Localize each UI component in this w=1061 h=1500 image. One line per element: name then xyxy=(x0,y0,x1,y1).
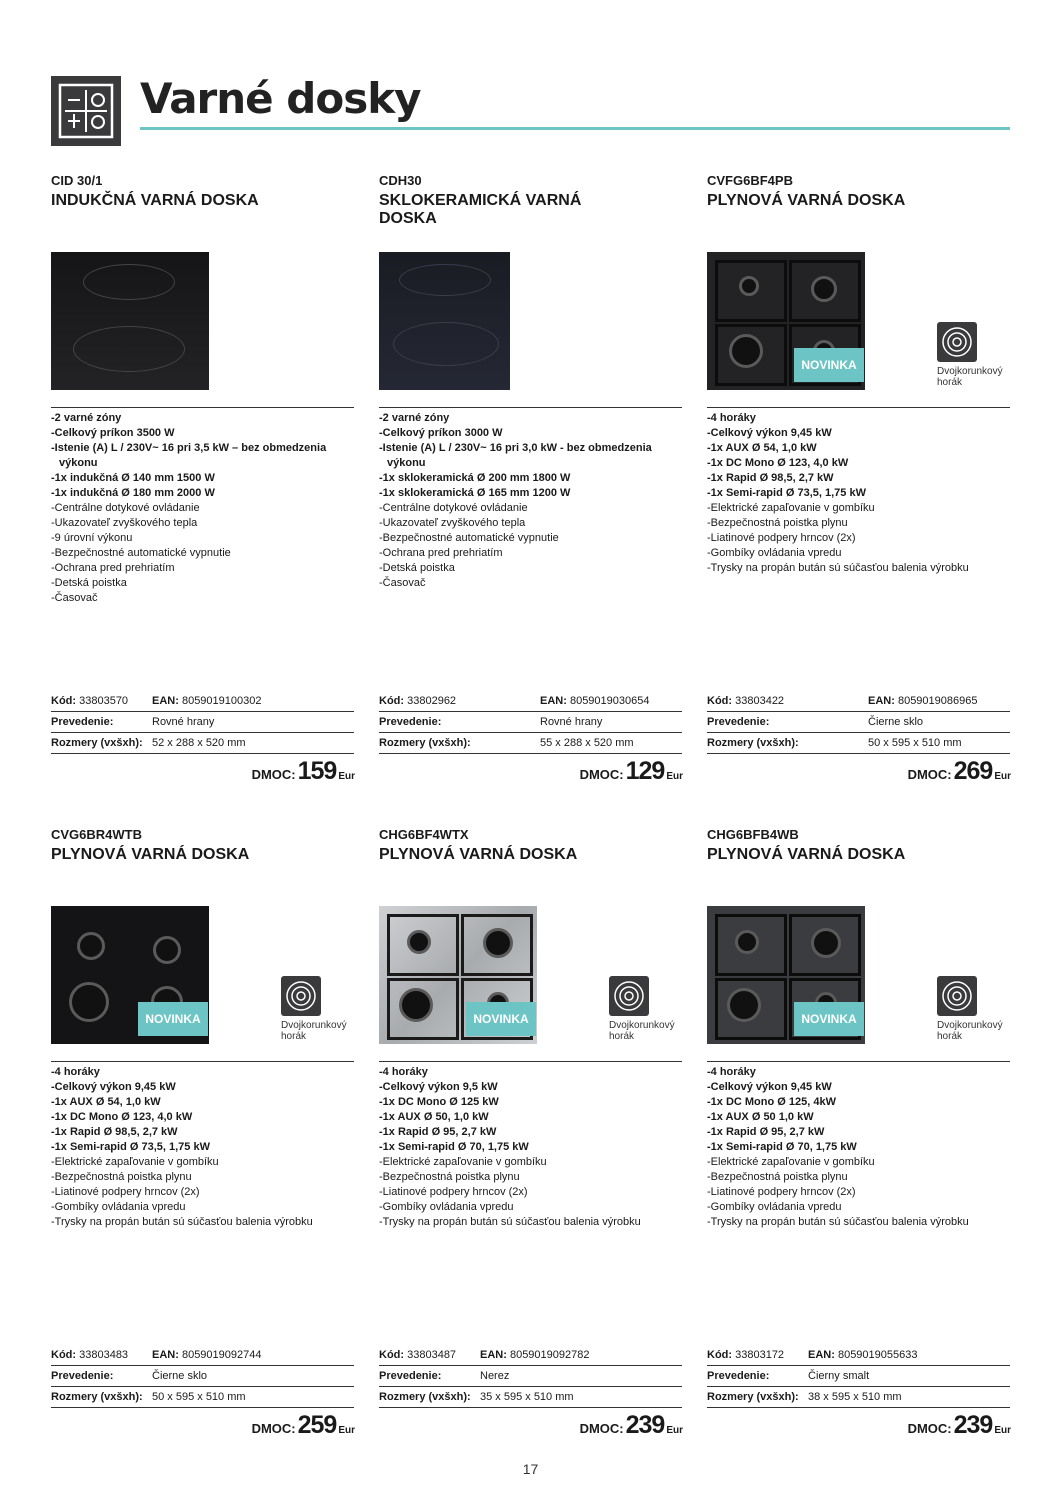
ean-value: 8059019092744 xyxy=(181,1349,262,1361)
product-model: CID 30/1 xyxy=(51,173,103,188)
feature-text: -1x DC Mono Ø 123, 4,0 kW xyxy=(51,1111,193,1123)
page-title: Varné dosky xyxy=(140,74,421,123)
dimensions-label: Rozmery (vxšxh): xyxy=(379,737,471,749)
dimensions-label: Rozmery (vxšxh): xyxy=(51,1391,143,1403)
feature-text: -1x DC Mono Ø 125, 4kW xyxy=(707,1096,836,1108)
feature-text: -Ochrana pred prehriatím xyxy=(51,562,175,574)
spec-row-code xyxy=(707,691,1010,712)
spec-table xyxy=(379,1345,682,1408)
feature-text: -Gombíky ovládania vpredu xyxy=(707,547,842,559)
feature-text: -Bezpečnostná poistka plynu xyxy=(51,1171,192,1183)
feature-item xyxy=(707,411,1010,426)
ean-value: 8059019086965 xyxy=(897,695,978,707)
price xyxy=(252,1411,355,1440)
dual-crown-burner-label: Dvojkorunkový horák xyxy=(937,366,1003,388)
feature-item xyxy=(51,561,354,576)
price-label: DMOC: xyxy=(251,767,296,782)
dimensions-label: Rozmery (vxšxh): xyxy=(51,737,143,749)
feature-text: -1x AUX Ø 50 1,0 kW xyxy=(707,1111,814,1123)
product-image-ceramic-hob xyxy=(379,252,510,390)
feature-item xyxy=(379,531,682,546)
feature-text: -Gombíky ovládania vpredu xyxy=(51,1201,186,1213)
feature-item xyxy=(379,1080,682,1095)
spec-row-code xyxy=(379,691,682,712)
feature-text: -1x sklokeramická Ø 165 mm 1200 W xyxy=(379,487,571,499)
finish-label: Prevedenie: xyxy=(51,1370,114,1382)
feature-item xyxy=(51,1080,354,1095)
spec-row-code xyxy=(379,1345,682,1366)
feature-text: -Celkový výkon 9,5 kW xyxy=(379,1081,498,1093)
ean-value: 8059019055633 xyxy=(837,1349,918,1361)
feature-text: -1x Rapid Ø 95, 2,7 kW xyxy=(707,1126,825,1138)
feature-item xyxy=(379,1170,682,1185)
dual-crown-burner-icon xyxy=(937,322,977,362)
ean-value: 8059019100302 xyxy=(181,695,262,707)
feature-text: -Istenie (A) L / 230V~ 16 pri 3,0 kW - bez obmedzenia xyxy=(379,442,652,454)
feature-item xyxy=(707,1095,1010,1110)
feature-text: -1x indukčná Ø 140 mm 1500 W xyxy=(51,472,215,484)
spec-row-code xyxy=(707,1345,1010,1366)
feature-text: -Bezpečnostná poistka plynu xyxy=(707,517,848,529)
feature-item xyxy=(51,1140,354,1155)
feature-item xyxy=(379,546,682,561)
page-number: 17 xyxy=(522,1461,539,1477)
feature-item xyxy=(379,426,682,441)
feature-text: -Trysky na propán bután sú súčasťou balenia výrobku xyxy=(379,1216,641,1228)
feature-text: -Celkový príkon 3000 W xyxy=(379,427,503,439)
feature-text: -Elektrické zapaľovanie v gombíku xyxy=(379,1156,547,1168)
finish-value: Čierny smalt xyxy=(808,1370,870,1382)
feature-item xyxy=(707,1125,1010,1140)
feature-text: -Detská poistka xyxy=(51,577,127,589)
price-currency: Eur xyxy=(338,771,355,782)
price-label: DMOC: xyxy=(907,1421,952,1436)
spec-row-dimensions xyxy=(707,1387,1010,1408)
feature-text: -Centrálne dotykové ovládanie xyxy=(379,502,528,514)
spec-row-finish xyxy=(707,712,1010,733)
dual-crown-burner-icon xyxy=(281,976,321,1016)
feature-text: -Elektrické zapaľovanie v gombíku xyxy=(707,1156,875,1168)
feature-item xyxy=(707,501,1010,516)
ean-value: 8059019030654 xyxy=(569,695,650,707)
section-divider xyxy=(379,1061,682,1062)
dimensions-value: 35 x 595 x 510 mm xyxy=(480,1391,574,1403)
price-label: DMOC: xyxy=(579,1421,624,1436)
ean-label: EAN: xyxy=(480,1349,507,1361)
spec-table xyxy=(51,691,354,754)
feature-text: -Elektrické zapaľovanie v gombíku xyxy=(707,502,875,514)
product-card xyxy=(707,827,1011,1437)
feature-item xyxy=(379,1125,682,1140)
finish-value: Rovné hrany xyxy=(540,716,603,728)
feature-text: -Gombíky ovládania vpredu xyxy=(707,1201,842,1213)
feature-item xyxy=(707,1080,1010,1095)
feature-text: -9 úrovní výkonu xyxy=(51,532,133,544)
section-divider xyxy=(707,407,1010,408)
feature-item xyxy=(707,426,1010,441)
product-name: PLYNOVÁ VARNÁ DOSKA xyxy=(707,846,906,863)
feature-text: -Trysky na propán bután sú súčasťou balenia výrobku xyxy=(707,1216,969,1228)
feature-item xyxy=(51,546,354,561)
code-value: 33803570 xyxy=(79,695,129,707)
feature-text: -Trysky na propán bután sú súčasťou balenia výrobku xyxy=(51,1216,313,1228)
ean-label: EAN: xyxy=(868,695,895,707)
feature-item xyxy=(51,1185,354,1200)
code-label: Kód: xyxy=(379,1349,405,1361)
feature-item xyxy=(51,486,354,501)
spec-row-code xyxy=(51,1345,354,1366)
feature-list xyxy=(707,1065,1010,1230)
spec-table xyxy=(51,1345,354,1408)
feature-item xyxy=(379,1110,682,1125)
feature-item xyxy=(707,1200,1010,1215)
feature-item xyxy=(51,426,354,441)
price xyxy=(908,1411,1011,1440)
code-value: 33803483 xyxy=(79,1349,129,1361)
product-name: SKLOKERAMICKÁ VARNÁ DOSKA xyxy=(379,192,582,227)
price-value: 129 xyxy=(625,757,665,785)
feature-text: -4 horáky xyxy=(51,1066,100,1078)
product-card xyxy=(707,173,1011,783)
feature-item xyxy=(379,561,682,576)
feature-text: -Časovač xyxy=(379,577,426,589)
hob-category-icon xyxy=(51,76,121,146)
feature-text: -1x Semi-rapid Ø 73,5, 1,75 kW xyxy=(51,1141,210,1153)
price-value: 239 xyxy=(625,1411,665,1439)
dual-crown-burner-label: Dvojkorunkový horák xyxy=(609,1020,675,1042)
price xyxy=(580,757,683,786)
product-model: CHG6BFB4WB xyxy=(707,827,799,842)
product-model: CHG6BF4WTX xyxy=(379,827,469,842)
feature-text: -Centrálne dotykové ovládanie xyxy=(51,502,200,514)
feature-text: -1x AUX Ø 54, 1,0 kW xyxy=(51,1096,161,1108)
finish-label: Prevedenie: xyxy=(707,716,770,728)
feature-list xyxy=(51,1065,354,1230)
feature-list xyxy=(379,411,682,591)
feature-text: -Celkový výkon 9,45 kW xyxy=(707,1081,832,1093)
finish-value: Čierne sklo xyxy=(152,1370,208,1382)
price-value: 239 xyxy=(953,1411,993,1439)
spec-table xyxy=(379,691,682,754)
feature-text: -1x AUX Ø 50, 1,0 kW xyxy=(379,1111,489,1123)
feature-text: -Liatinové podpery hrncov (2x) xyxy=(707,1186,856,1198)
feature-item xyxy=(707,516,1010,531)
feature-item xyxy=(51,576,354,591)
price-currency: Eur xyxy=(666,771,683,782)
feature-text: -Trysky na propán bután sú súčasťou balenia výrobku xyxy=(707,562,969,574)
spec-row-dimensions xyxy=(707,733,1010,754)
feature-item xyxy=(51,1200,354,1215)
feature-item xyxy=(51,471,354,486)
dimensions-value: 52 x 288 x 520 mm xyxy=(152,737,246,749)
feature-text: -Liatinové podpery hrncov (2x) xyxy=(707,532,856,544)
product-model: CVFG6BF4PB xyxy=(707,173,793,188)
feature-list xyxy=(51,411,354,606)
dimensions-value: 50 x 595 x 510 mm xyxy=(868,737,962,749)
feature-item xyxy=(379,1215,682,1230)
feature-text: -1x DC Mono Ø 123, 4,0 kW xyxy=(707,457,849,469)
spec-row-dimensions xyxy=(379,1387,682,1408)
new-badge: NOVINKA xyxy=(794,348,864,382)
feature-item xyxy=(707,1215,1010,1230)
price xyxy=(908,757,1011,786)
product-name: PLYNOVÁ VARNÁ DOSKA xyxy=(707,192,906,209)
code-value: 33802962 xyxy=(407,695,457,707)
spec-table xyxy=(707,1345,1010,1408)
ean-value: 8059019092782 xyxy=(509,1349,590,1361)
spec-row-finish xyxy=(51,712,354,733)
ean-label: EAN: xyxy=(808,1349,835,1361)
feature-text: -4 horáky xyxy=(379,1066,428,1078)
feature-text: -Bezpečnostné automatické vypnutie xyxy=(379,532,559,544)
feature-item xyxy=(379,576,682,591)
feature-text: -Detská poistka xyxy=(379,562,455,574)
feature-item xyxy=(379,471,682,486)
feature-item xyxy=(379,1140,682,1155)
ean-label: EAN: xyxy=(152,695,179,707)
feature-item xyxy=(51,456,354,471)
code-value: 33803487 xyxy=(407,1349,457,1361)
ean-label: EAN: xyxy=(540,695,567,707)
feature-text: -Elektrické zapaľovanie v gombíku xyxy=(51,1156,219,1168)
feature-item xyxy=(51,1170,354,1185)
feature-text: -1x Semi-rapid Ø 70, 1,75 kW xyxy=(379,1141,529,1153)
finish-label: Prevedenie: xyxy=(379,1370,442,1382)
code-value: 33803422 xyxy=(735,695,785,707)
feature-item xyxy=(379,1200,682,1215)
feature-item xyxy=(379,1065,682,1080)
product-model: CVG6BR4WTB xyxy=(51,827,143,842)
code-label: Kód: xyxy=(379,695,405,707)
feature-item xyxy=(379,411,682,426)
spec-row-finish xyxy=(707,1366,1010,1387)
spec-row-dimensions xyxy=(51,733,354,754)
feature-text: výkonu xyxy=(387,457,426,469)
price-value: 269 xyxy=(953,757,993,785)
finish-label: Prevedenie: xyxy=(707,1370,770,1382)
spec-row-finish xyxy=(379,1366,682,1387)
section-divider xyxy=(707,1061,1010,1062)
feature-item xyxy=(379,441,682,456)
dual-crown-burner-label: Dvojkorunkový horák xyxy=(281,1020,347,1042)
dimensions-label: Rozmery (vxšxh): xyxy=(707,1391,799,1403)
title-divider xyxy=(140,127,1010,130)
feature-text: -1x indukčná Ø 180 mm 2000 W xyxy=(51,487,215,499)
feature-text: -Liatinové podpery hrncov (2x) xyxy=(51,1186,200,1198)
feature-item xyxy=(707,1155,1010,1170)
dimensions-label: Rozmery (vxšxh): xyxy=(707,737,799,749)
feature-text: -Ochrana pred prehriatím xyxy=(379,547,503,559)
feature-item xyxy=(707,531,1010,546)
finish-value: Rovné hrany xyxy=(152,716,215,728)
section-divider xyxy=(379,407,682,408)
price-currency: Eur xyxy=(994,771,1011,782)
dimensions-value: 38 x 595 x 510 mm xyxy=(808,1391,902,1403)
dimensions-value: 55 x 288 x 520 mm xyxy=(540,737,634,749)
feature-item xyxy=(51,1155,354,1170)
feature-text: -4 horáky xyxy=(707,412,756,424)
dual-crown-burner-icon xyxy=(609,976,649,1016)
spec-row-dimensions xyxy=(51,1387,354,1408)
feature-text: -Bezpečnostná poistka plynu xyxy=(707,1171,848,1183)
price xyxy=(580,1411,683,1440)
feature-item xyxy=(51,1215,354,1230)
feature-item xyxy=(379,501,682,516)
dual-crown-burner-icon xyxy=(937,976,977,1016)
feature-item xyxy=(51,441,354,456)
feature-item xyxy=(51,531,354,546)
price-label: DMOC: xyxy=(907,767,952,782)
price-label: DMOC: xyxy=(251,1421,296,1436)
feature-item xyxy=(707,441,1010,456)
dual-crown-burner-label: Dvojkorunkový horák xyxy=(937,1020,1003,1042)
finish-value: Nerez xyxy=(480,1370,510,1382)
feature-item xyxy=(707,561,1010,576)
spec-row-code xyxy=(51,691,354,712)
feature-item xyxy=(707,1140,1010,1155)
spec-row-finish xyxy=(51,1366,354,1387)
feature-text: -Bezpečnostná poistka plynu xyxy=(379,1171,520,1183)
feature-text: -Celkový výkon 9,45 kW xyxy=(51,1081,176,1093)
feature-item xyxy=(707,471,1010,486)
new-badge: NOVINKA xyxy=(138,1002,208,1036)
code-label: Kód: xyxy=(707,1349,733,1361)
feature-list xyxy=(379,1065,682,1230)
feature-item xyxy=(379,1185,682,1200)
price-value: 259 xyxy=(297,1411,337,1439)
product-name: PLYNOVÁ VARNÁ DOSKA xyxy=(379,846,578,863)
feature-text: -Celkový výkon 9,45 kW xyxy=(707,427,832,439)
feature-text: -1x Rapid Ø 98,5, 2,7 kW xyxy=(51,1126,178,1138)
product-name: PLYNOVÁ VARNÁ DOSKA xyxy=(51,846,250,863)
feature-item xyxy=(51,501,354,516)
feature-item xyxy=(51,1110,354,1125)
feature-item xyxy=(707,1185,1010,1200)
feature-item xyxy=(51,516,354,531)
product-card xyxy=(51,173,355,783)
code-label: Kód: xyxy=(51,695,77,707)
finish-label: Prevedenie: xyxy=(51,716,114,728)
new-badge: NOVINKA xyxy=(794,1002,864,1036)
spec-row-dimensions xyxy=(379,733,682,754)
product-name: INDUKČNÁ VARNÁ DOSKA xyxy=(51,192,259,209)
feature-item xyxy=(51,1125,354,1140)
ean-label: EAN: xyxy=(152,1349,179,1361)
feature-item xyxy=(707,1110,1010,1125)
product-image-induction-hob xyxy=(51,252,209,390)
feature-text: -Celkový príkon 3500 W xyxy=(51,427,175,439)
feature-item xyxy=(51,591,354,606)
finish-value: Čierne sklo xyxy=(868,716,924,728)
product-model: CDH30 xyxy=(379,173,422,188)
feature-text: -1x Rapid Ø 95, 2,7 kW xyxy=(379,1126,497,1138)
dimensions-value: 50 x 595 x 510 mm xyxy=(152,1391,246,1403)
feature-item xyxy=(379,1095,682,1110)
spec-row-finish xyxy=(379,712,682,733)
feature-item xyxy=(707,546,1010,561)
feature-text: -1x sklokeramická Ø 200 mm 1800 W xyxy=(379,472,571,484)
code-value: 33803172 xyxy=(735,1349,785,1361)
feature-text: výkonu xyxy=(59,457,98,469)
feature-text: -1x Semi-rapid Ø 73,5, 1,75 kW xyxy=(707,487,866,499)
code-label: Kód: xyxy=(51,1349,77,1361)
price-currency: Eur xyxy=(338,1425,355,1436)
feature-item xyxy=(707,486,1010,501)
product-card xyxy=(379,173,683,783)
section-divider xyxy=(51,407,354,408)
spec-table xyxy=(707,691,1010,754)
feature-text: -2 varné zóny xyxy=(379,412,450,424)
dimensions-label: Rozmery (vxšxh): xyxy=(379,1391,471,1403)
feature-text: -Bezpečnostné automatické vypnutie xyxy=(51,547,231,559)
price xyxy=(252,757,355,786)
feature-text: -Gombíky ovládania vpredu xyxy=(379,1201,514,1213)
feature-item xyxy=(51,411,354,426)
feature-text: -1x Rapid Ø 98,5, 2,7 kW xyxy=(707,472,834,484)
finish-label: Prevedenie: xyxy=(379,716,442,728)
feature-item xyxy=(51,1095,354,1110)
feature-item xyxy=(379,486,682,501)
feature-text: -1x DC Mono Ø 125 kW xyxy=(379,1096,499,1108)
feature-text: -2 varné zóny xyxy=(51,412,122,424)
feature-text: -Ukazovateľ zvyškového tepla xyxy=(51,517,198,529)
feature-text: -Istenie (A) L / 230V~ 16 pri 3,5 kW – bez obmedzenia xyxy=(51,442,327,454)
product-card xyxy=(51,827,355,1437)
feature-text: -4 horáky xyxy=(707,1066,756,1078)
feature-item xyxy=(707,1065,1010,1080)
feature-item xyxy=(379,1155,682,1170)
feature-item xyxy=(379,456,682,471)
section-divider xyxy=(51,1061,354,1062)
product-card xyxy=(379,827,683,1437)
price-currency: Eur xyxy=(666,1425,683,1436)
feature-item xyxy=(379,516,682,531)
code-label: Kód: xyxy=(707,695,733,707)
feature-item xyxy=(707,1170,1010,1185)
feature-item xyxy=(51,1065,354,1080)
feature-text: -Časovač xyxy=(51,592,98,604)
feature-text: -Ukazovateľ zvyškového tepla xyxy=(379,517,526,529)
new-badge: NOVINKA xyxy=(466,1002,536,1036)
feature-text: -1x Semi-rapid Ø 70, 1,75 kW xyxy=(707,1141,857,1153)
price-value: 159 xyxy=(297,757,337,785)
feature-text: -Liatinové podpery hrncov (2x) xyxy=(379,1186,528,1198)
feature-list xyxy=(707,411,1010,576)
feature-text: -1x AUX Ø 54, 1,0 kW xyxy=(707,442,817,454)
price-label: DMOC: xyxy=(579,767,624,782)
feature-item xyxy=(707,456,1010,471)
price-currency: Eur xyxy=(994,1425,1011,1436)
